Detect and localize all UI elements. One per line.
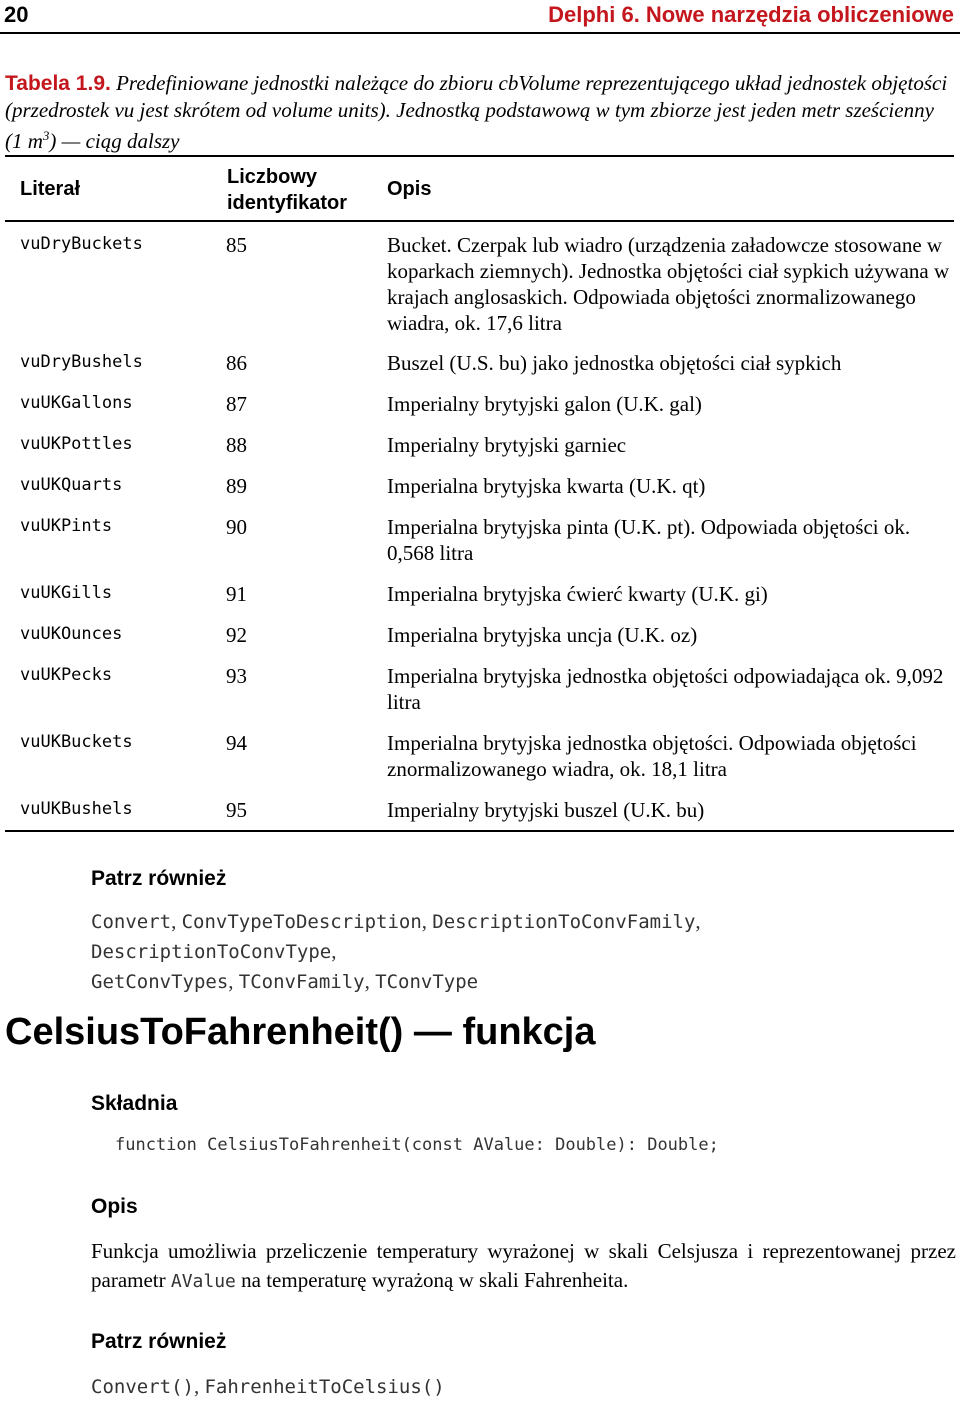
- id-cell: 91: [226, 582, 247, 606]
- literal-cell: vuUKGallons: [20, 393, 133, 413]
- book-title: Delphi 6. Nowe narzędzia obliczeniowe: [548, 2, 954, 27]
- id-cell: 94: [226, 731, 247, 755]
- see-also-item[interactable]: GetConvTypes: [91, 971, 229, 993]
- literal-cell: vuUKPints: [20, 516, 113, 536]
- caption-label: Tabela 1.9.: [5, 72, 111, 95]
- description-text-1: Funkcja umożliwia przeliczenie temperatury wyrażonej w skali Celsjusza i reprezentowanej przez parametr: [91, 1239, 956, 1292]
- table-top-rule: [5, 155, 954, 157]
- id-cell: 88: [226, 433, 247, 457]
- header-desc: Opis: [387, 178, 432, 200]
- header-literal: Literał: [20, 178, 81, 200]
- caption-text-2: ) — ciąg dalszy: [49, 129, 180, 153]
- description-cell: Imperialny brytyjski galon (U.K. gal): [387, 392, 702, 416]
- running-header: [0, 0, 960, 32]
- see-also-heading: Patrz również: [91, 867, 227, 890]
- description-cell: Imperialna brytyjska jednostka objętości odpowiadająca ok. 9,092 litra: [387, 664, 944, 714]
- id-cell: 93: [226, 664, 247, 688]
- see-also-heading-2: Patrz również: [91, 1330, 227, 1353]
- literal-cell: vuUKPecks: [20, 665, 113, 685]
- description-cell: Imperialna brytyjska kwarta (U.K. qt): [387, 474, 706, 498]
- description-cell: Imperialna brytyjska ćwierć kwarty (U.K. gi): [387, 582, 768, 606]
- syntax-heading: Składnia: [91, 1092, 178, 1115]
- table-bottom-rule: [5, 830, 954, 832]
- see-also-item[interactable]: FahrenheitToCelsius(): [204, 1376, 445, 1398]
- literal-cell: vuDryBushels: [20, 352, 143, 372]
- literal-cell: vuUKBuckets: [20, 732, 133, 752]
- id-cell: 90: [226, 515, 247, 539]
- description-cell: Imperialny brytyjski garniec: [387, 433, 627, 457]
- id-cell: 92: [226, 623, 247, 647]
- literal-cell: vuUKBushels: [20, 799, 133, 819]
- page-number: 20: [4, 2, 29, 27]
- see-also-item[interactable]: DescriptionToConvFamily: [432, 911, 696, 933]
- see-also-list: Convert, ConvTypeToDescription, DescriptionToConvFamily, DescriptionToConvType, GetConvTypes, TConvFamily, TConvType: [91, 909, 701, 993]
- see-also-item[interactable]: DescriptionToConvType: [91, 941, 332, 963]
- description-paragraph: [91, 1237, 956, 1296]
- see-also-item[interactable]: Convert: [91, 911, 172, 933]
- id-cell: 86: [226, 351, 247, 375]
- function-title: CelsiusToFahrenheit() — funkcja: [5, 1011, 596, 1053]
- description-text-2: na temperaturę wyrażoną w skali Fahrenheita.: [235, 1268, 629, 1292]
- literal-cell: vuDryBuckets: [20, 234, 143, 254]
- literal-cell: vuUKQuarts: [20, 475, 123, 495]
- header-id-line1: Liczbowy: [227, 166, 318, 188]
- see-also-list-2: Convert(), FahrenheitToCelsius(): [91, 1374, 445, 1398]
- id-cell: 87: [226, 392, 247, 416]
- description-heading: Opis: [91, 1195, 138, 1218]
- header-id: [227, 164, 347, 216]
- header-rule: [0, 32, 960, 34]
- caption-superscript: 3: [42, 128, 50, 143]
- see-also-item[interactable]: TConvType: [375, 971, 479, 993]
- description-cell: Imperialna brytyjska pinta (U.K. pt). Odpowiada objętości ok. 0,568 litra: [387, 515, 911, 565]
- literal-cell: vuUKPottles: [20, 434, 133, 454]
- description-cell: Buszel (U.S. bu) jako jednostka objętości ciał sypkich: [387, 351, 842, 375]
- caption-text-1: Predefiniowane jednostki należące do zbioru cbVolume reprezentującego układ jednostek objętości (przedrostek vu jest skrótem od volume units). Jednostką podstawową w tym zbiorze jest jeden metr sześcienny (1 m: [5, 71, 948, 153]
- id-cell: 85: [226, 233, 247, 257]
- literal-cell: vuUKGills: [20, 583, 113, 603]
- table-header-rule: [5, 220, 954, 222]
- literal-cell: vuUKOunces: [20, 624, 123, 644]
- see-also-item[interactable]: TConvFamily: [238, 971, 365, 993]
- id-cell: 95: [226, 798, 247, 822]
- see-also-item[interactable]: Convert(): [91, 1376, 194, 1398]
- id-cell: 89: [226, 474, 247, 498]
- header-id-line2: identyfikator: [227, 192, 348, 214]
- description-cell: Bucket. Czerpak lub wiadro (urządzenia załadowcze stosowane w koparkach ziemnych). Jednostka objętości ciał sypkich używana w krajach anglosaskich. Odpowiada objętości znormalizowanego wiadra, ok. 17,6 litra: [387, 233, 950, 335]
- table-caption: [5, 70, 950, 154]
- syntax-code: function CelsiusToFahrenheit(const AValue: Double): Double;: [115, 1135, 719, 1155]
- description-cell: Imperialny brytyjski buszel (U.K. bu): [387, 798, 705, 822]
- see-also-item[interactable]: ConvTypeToDescription: [181, 911, 422, 933]
- description-cell: Imperialna brytyjska uncja (U.K. oz): [387, 623, 698, 647]
- description-code: AValue: [170, 1271, 236, 1292]
- description-cell: Imperialna brytyjska jednostka objętości. Odpowiada objętości znormalizowanego wiadra, ok. 18,1 litra: [387, 731, 917, 781]
